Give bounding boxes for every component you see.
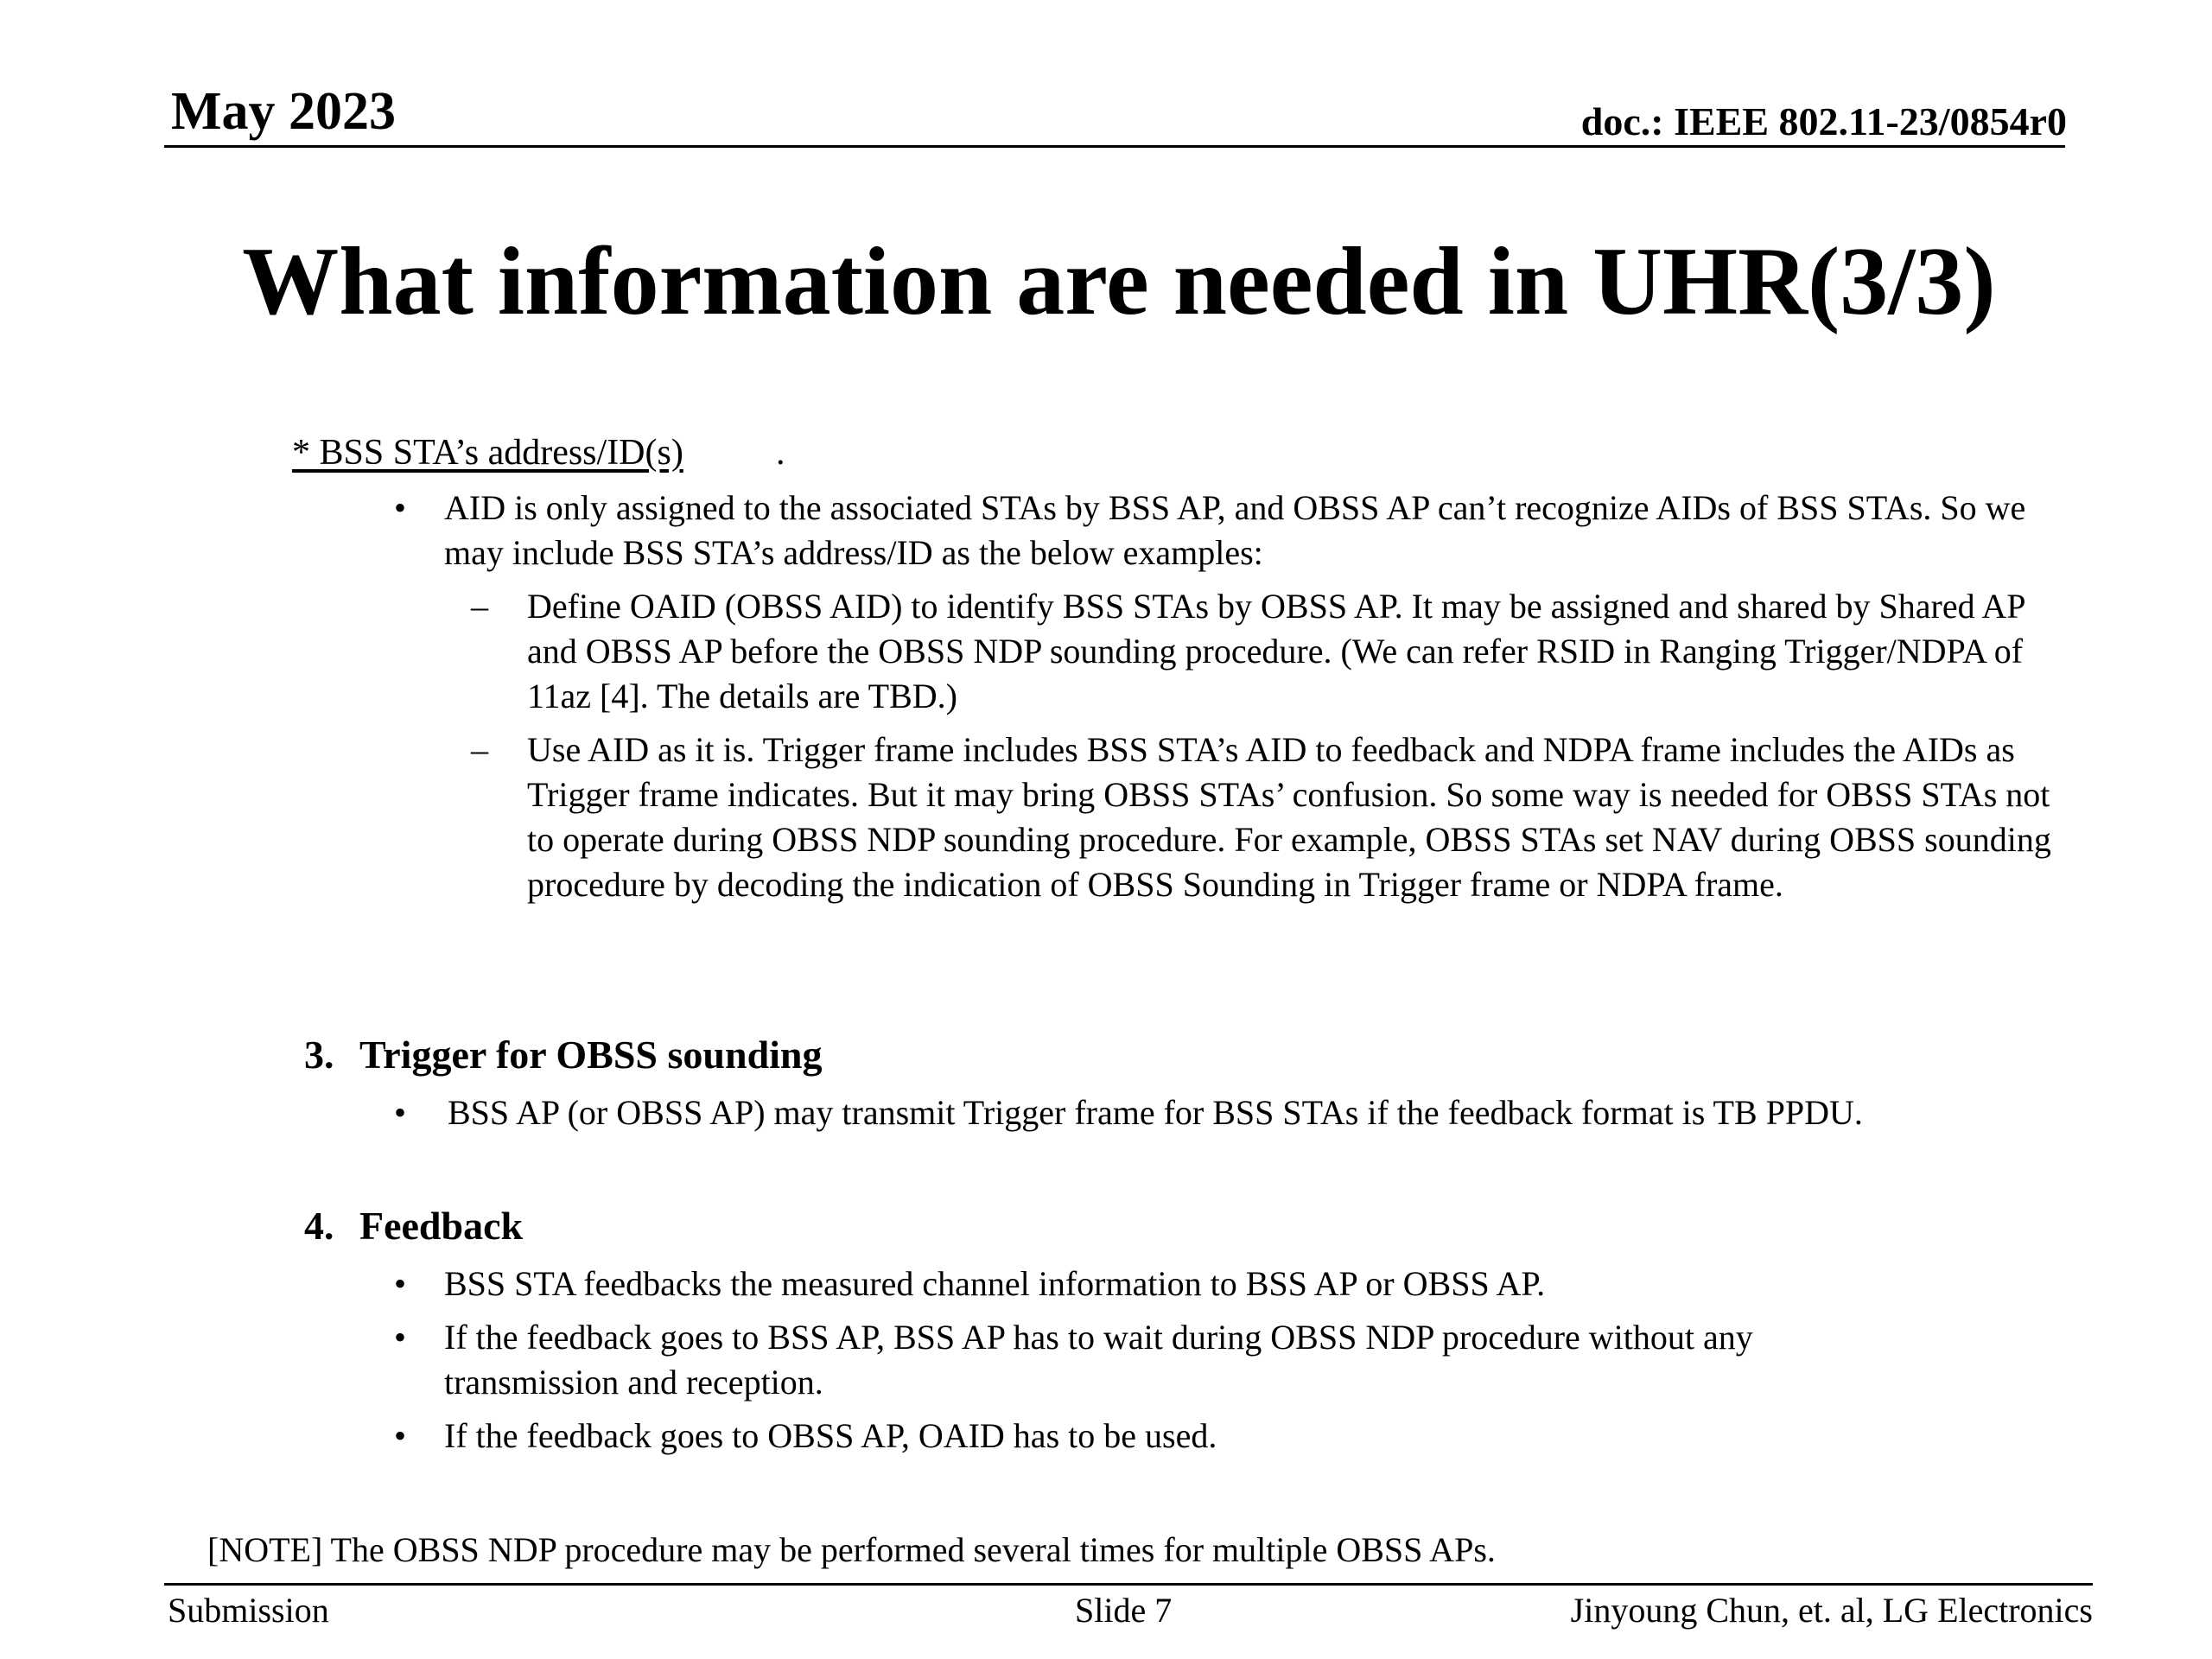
header-date: May 2023 bbox=[171, 82, 397, 141]
section-3-heading: Trigger for OBSS sounding bbox=[359, 1033, 823, 1077]
footer-author: Jinyoung Chun, et. al, LG Electronics bbox=[1570, 1591, 2093, 1630]
bullet-glyph: • bbox=[393, 1318, 406, 1357]
dash-glyph: – bbox=[471, 587, 488, 626]
bullet-glyph: • bbox=[393, 1416, 406, 1455]
bullet-glyph: • bbox=[393, 488, 406, 527]
slide-note: [NOTE] The OBSS NDP procedure may be performed several times for multiple OBSS APs. bbox=[207, 1530, 1496, 1569]
section-3-number: 3. bbox=[304, 1033, 334, 1077]
footer-rule bbox=[164, 1583, 2093, 1586]
dash-glyph: – bbox=[471, 730, 488, 769]
trigger-bullet-text: BSS AP (or OBSS AP) may transmit Trigger frame for BSS STAs if the feedback format is TB PPDU. bbox=[448, 1093, 1863, 1132]
slide-title: What information are needed in UHR(3/3) bbox=[242, 228, 1996, 335]
bullet-glyph: • bbox=[393, 1264, 406, 1303]
header-doc-id: doc.: IEEE 802.11-23/0854r0 bbox=[1580, 99, 2067, 143]
feedback-bullet-text: If the feedback goes to BSS AP, BSS AP has to wait during OBSS NDP procedure without any transmission and reception. bbox=[444, 1318, 1753, 1402]
bss-bullet-item bbox=[377, 486, 2036, 575]
bss-bullet-text: AID is only assigned to the associated STAs by BSS AP, and OBSS AP can’t recognize AIDs of BSS STAs. So we may include BSS STA’s address/ID as the below examples: bbox=[444, 488, 2026, 572]
feedback-bullet-text: If the feedback goes to OBSS AP, OAID has to be used. bbox=[444, 1416, 1217, 1455]
footer-slide-number: Slide 7 bbox=[1075, 1591, 1173, 1630]
section-4-heading: Feedback bbox=[359, 1204, 524, 1248]
bss-sub-item-text: Use AID as it is. Trigger frame includes BSS STA’s AID to feedback and NDPA frame includes the AIDs as Trigger frame indicates. But it may bring OBSS STAs’ confusion. So some way is needed for OBSS STAs not to operate during OBSS NDP sounding procedure. For example, OBSS STAs set NAV during OBSS sounding procedure by decoding the indication of OBSS Sounding in Trigger frame or NDPA frame. bbox=[527, 730, 2051, 904]
feedback-bullet-text: BSS STA feedbacks the measured channel information to BSS AP or OBSS AP. bbox=[444, 1264, 1546, 1303]
bss-sta-heading-period: . bbox=[776, 433, 785, 473]
header-rule bbox=[164, 145, 2065, 148]
footer-submission: Submission bbox=[168, 1591, 329, 1630]
feedback-bullet-item bbox=[377, 1414, 2036, 1459]
feedback-bullet-item bbox=[377, 1315, 1897, 1405]
bss-sta-heading: * BSS STA’s address/ID(s) bbox=[292, 433, 683, 473]
trigger-bullet-item bbox=[377, 1090, 2070, 1135]
bullet-glyph: • bbox=[393, 1093, 406, 1132]
bss-sub-item-text: Define OAID (OBSS AID) to identify BSS STAs by OBSS AP. It may be assigned and shared by Shared AP and OBSS AP before the OBSS NDP sounding procedure. (We can refer RSID in Ranging Trigger/NDPA of 11az [4]. The details are TBD.) bbox=[527, 587, 2025, 715]
section-4-number: 4. bbox=[304, 1204, 334, 1248]
feedback-bullet-item bbox=[377, 1262, 2036, 1306]
bss-sub-item-aid bbox=[467, 728, 2082, 907]
bss-sub-item-oaid bbox=[467, 584, 2082, 719]
